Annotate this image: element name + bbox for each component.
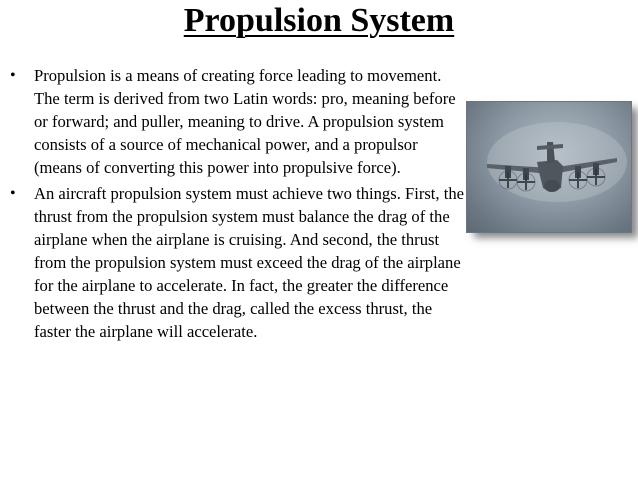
bullet-text: Propulsion is a means of creating force leading to movement. The term is derived from two Latin words: pro, meaning before or forward; and puller, meaning to drive. A propulsion system consists of a source of mechanical power, and a propulsor (means of converting this power into propulsive force). xyxy=(34,66,456,177)
bullet-marker: • xyxy=(10,185,16,202)
bullet-marker: • xyxy=(10,67,16,84)
bullet-item xyxy=(10,64,468,179)
bullet-list xyxy=(10,64,468,346)
slide-title: Propulsion System xyxy=(183,2,455,39)
bullet-item xyxy=(10,182,468,343)
aircraft-illustration xyxy=(467,102,631,232)
aircraft-photo xyxy=(466,101,632,233)
bullet-text: An aircraft propulsion system must achieve two things. First, the thrust from the propulsion system must balance the drag of the airplane when the airplane is cruising. And second, the thrust from the propulsion system must exceed the drag of the airplane for the airplane to accelerate. In fact, the greater the difference between the thrust and the drag, called the excess thrust, the faster the airplane will accelerate. xyxy=(34,184,464,341)
